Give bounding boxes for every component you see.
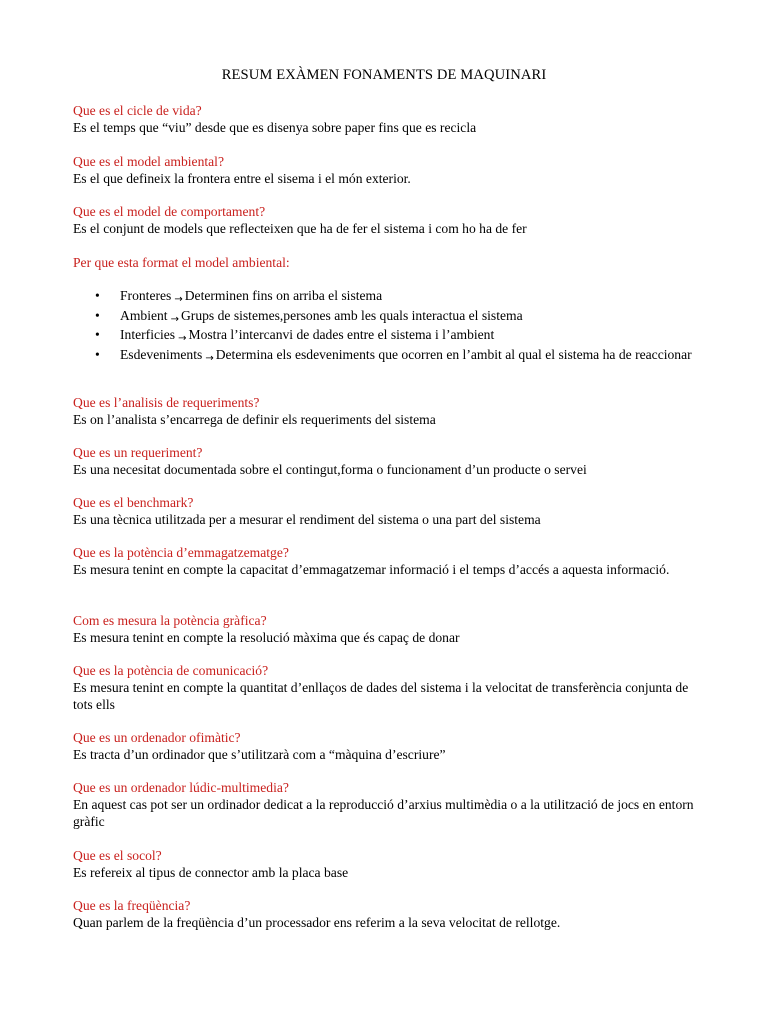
bullet-desc: Determina els esdeveniments que ocorren en l’ambit al qual el sistema ha de reaccionar: [215, 346, 692, 362]
bullet-desc: Mostra l’intercanvi de dades entre el sistema i l’ambient: [188, 327, 495, 342]
question: Que es un requeriment?: [73, 445, 203, 460]
answer: En aquest cas pot ser un ordinador dedicat a la reproducció d’arxius multimèdia o a la utilització de jocs en entorn gràfic: [73, 797, 694, 829]
qa-block-potencia-comunicacio: [73, 662, 703, 713]
answer: Es el conjunt de models que reflecteixen que ha de fer el sistema i com ho ha de fer: [73, 221, 527, 236]
right-arrow-icon: →: [205, 352, 214, 364]
qa-block-model-ambiental: [73, 153, 703, 187]
list-item: [73, 326, 703, 346]
bullet-icon: •: [95, 288, 100, 303]
bullet-icon: •: [95, 346, 100, 362]
bullet-desc: Grups de sistemes,persones amb les quals interactua el sistema: [180, 307, 523, 323]
bullet-icon: •: [95, 307, 100, 323]
qa-block-potencia-grafica: [73, 612, 703, 646]
question: Com es mesura la potència gràfica?: [73, 613, 267, 628]
question: Que es un ordenador lúdic-multimedia?: [73, 780, 289, 795]
answer: Es mesura tenint en compte la quantitat d’enllaços de dades del sistema i la velocitat de transferència conjunta de tots ells: [73, 680, 689, 712]
question: Que es un ordenador ofimàtic?: [73, 730, 241, 745]
qa-block-cicle-de-vida: [73, 102, 703, 136]
answer: Es una tècnica utilitzada per a mesurar el rendiment del sistema o una part del sistema: [73, 512, 541, 527]
question: Per que esta format el model ambiental:: [73, 255, 290, 270]
qa-block-requeriment: [73, 444, 703, 478]
question: Que es el cicle de vida?: [73, 103, 202, 118]
bullet-term: Esdeveniments: [120, 346, 203, 362]
question: Que es el socol?: [73, 848, 162, 863]
bullet-icon: •: [95, 327, 100, 342]
answer: Es mesura tenint en compte la resolució màxima que és capaç de donar: [73, 630, 460, 645]
right-arrow-icon: →: [170, 313, 179, 325]
qa-block-potencia-emmagatzematge: [73, 544, 703, 578]
answer: Es on l’analista s’encarrega de definir els requeriments del sistema: [73, 412, 436, 427]
answer: Es una necesitat documentada sobre el contingut,forma o funcionament d’un producte o servei: [73, 462, 587, 477]
answer: Es refereix al tipus de connector amb la placa base: [73, 865, 349, 880]
answer: Quan parlem de la freqüència d’un processador ens referim a la seva velocitat de rellotge.: [73, 915, 561, 930]
question: Que es l’analisis de requeriments?: [73, 395, 260, 410]
right-arrow-icon: →: [178, 333, 187, 344]
answer: Es mesura tenint en compte la capacitat d’emmagatzemar informació i el temps d’accés a aquesta informació.: [73, 562, 670, 577]
answer: Es el que defineix la frontera entre el sisema i el món exterior.: [73, 171, 411, 186]
question: Que es el benchmark?: [73, 495, 194, 510]
bullet-list: [73, 287, 703, 365]
qa-block-socol: [73, 847, 703, 881]
question: Que es la freqüència?: [73, 898, 191, 913]
bullet-term: Interficies: [120, 327, 176, 342]
qa-block-format-model-ambiental: [73, 254, 703, 271]
qa-block-benchmark: [73, 494, 703, 528]
qa-block-frequencia: [73, 897, 703, 931]
qa-block-model-comportament: [73, 203, 703, 237]
qa-block-ordenador-ludic: [73, 779, 703, 830]
answer: Es el temps que “viu” desde que es disenya sobre paper fins que es recicla: [73, 120, 477, 135]
bullet-desc: Determinen fins on arriba el sistema: [184, 288, 383, 303]
answer: Es tracta d’un ordinador que s’utilitzarà com a “màquina d’escriure”: [73, 747, 446, 762]
bullet-term: Ambient: [120, 307, 168, 323]
question: Que es la potència d’emmagatzematge?: [73, 545, 289, 560]
list-item: [73, 287, 703, 307]
document-title: RESUM EXÀMEN FONAMENTS DE MAQUINARI: [221, 67, 547, 83]
list-item: [73, 307, 703, 327]
question: Que es la potència de comunicació?: [73, 663, 269, 678]
question: Que es el model ambiental?: [73, 154, 224, 169]
right-arrow-icon: →: [174, 294, 183, 305]
bullet-term: Fronteres: [120, 288, 172, 303]
question: Que es el model de comportament?: [73, 204, 266, 219]
list-item: [73, 346, 703, 366]
qa-block-analisis-requeriments: [73, 394, 703, 428]
qa-block-ordenador-ofimatic: [73, 729, 703, 763]
